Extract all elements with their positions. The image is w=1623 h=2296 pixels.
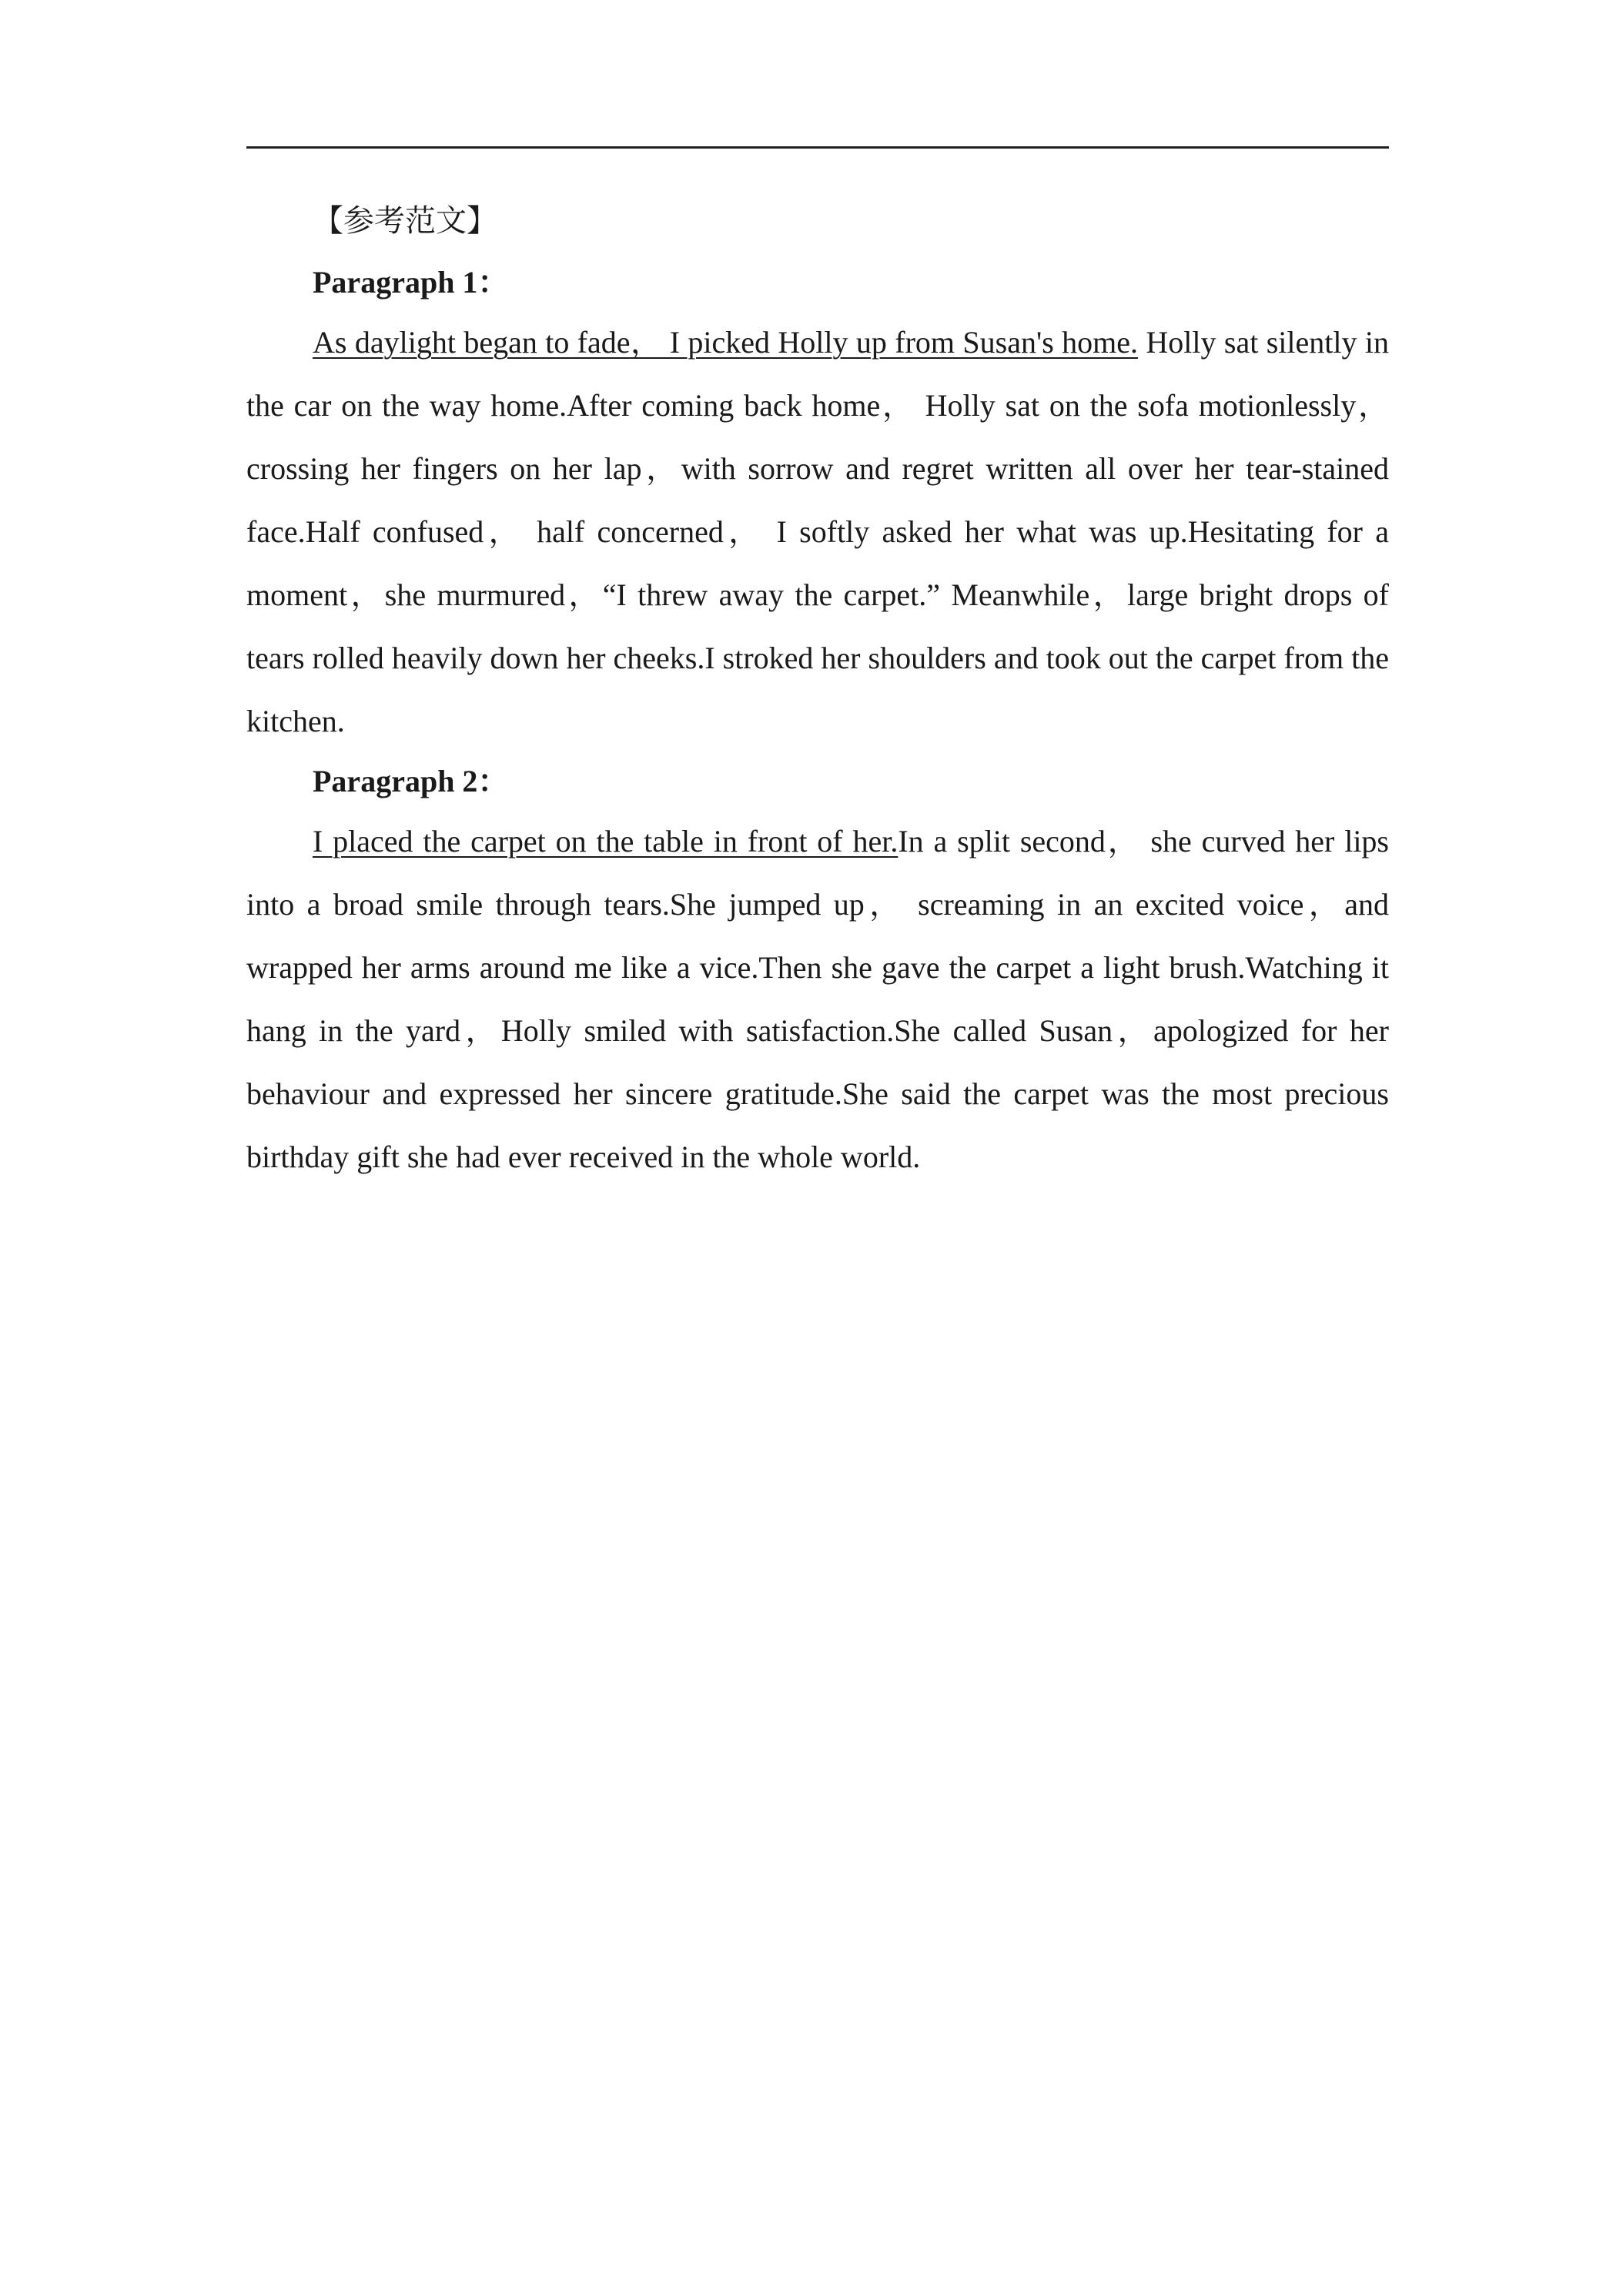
section-title: 【参考范文】: [313, 203, 497, 239]
paragraph-1-text: Holly sat silently in the car on the way home.After coming back home， Holly sat on the sofa motionlessly，crossing her fingers on her lap，with sorrow and regret written all over her tear-stained face.Half confused， half concerned， I softly asked her what was up.Hesitating for a moment，she murmured，“I threw away the carpet.” Meanwhile，large bright drops of tears rolled heavily down her cheeks.I stroked her shoulders and took out the carpet from the kitchen.: [246, 325, 1390, 738]
paragraph-2-heading: Paragraph 2：: [313, 764, 509, 798]
paragraph-1: [246, 254, 1389, 753]
paragraph-1-body: [246, 311, 1389, 753]
paragraph-1-heading: Paragraph 1：: [313, 265, 509, 300]
paragraph-2-body: [246, 810, 1389, 1189]
paragraph-2: [246, 753, 1389, 1189]
paragraph-2-lead-sentence: I placed the carpet on the table in front of her.: [313, 824, 899, 858]
essay-content: [246, 194, 1389, 1189]
paragraph-1-lead-sentence: As daylight began to fade， I picked Holly up from Susan's home.: [313, 325, 1139, 360]
header-rule: [246, 146, 1389, 149]
paragraph-2-text: In a split second， she curved her lips into a broad smile through tears.She jumped up， screaming in an excited voice，and wrapped her arms around me like a vice.Then she gave the carpet a light brush.Watching it hang in the yard，Holly smiled with satisfaction.She called Susan，apologized for her behaviour and expressed her sincere gratitude.She said the carpet was the most precious birthday gift she had ever received in the whole world.: [246, 824, 1389, 1174]
